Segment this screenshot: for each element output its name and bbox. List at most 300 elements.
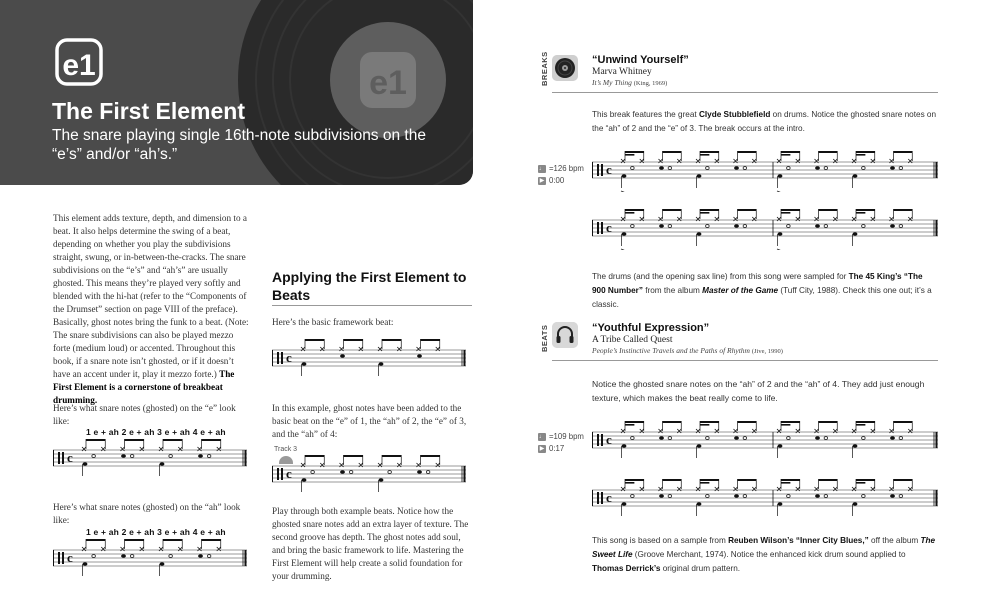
percussion-clef [597, 492, 599, 504]
hihat-note [908, 159, 912, 163]
ghost-snare-note [862, 437, 866, 440]
ghost-snare-note [743, 495, 747, 498]
ghost-snare-note [668, 437, 672, 440]
beam [344, 455, 363, 457]
hihat-note [621, 217, 625, 221]
beam [819, 421, 838, 423]
beats-tag: BEATS [540, 324, 549, 352]
hihat-note [696, 487, 700, 491]
hihat-note [659, 159, 663, 163]
song-album-1 [592, 78, 667, 87]
notation-staff-song1-line1 [592, 148, 938, 192]
snare-note [734, 224, 739, 228]
common-time-sign: c [67, 450, 73, 465]
notation-staff-song1-line2 [592, 206, 938, 250]
beam [663, 479, 682, 481]
hihat-note [815, 159, 819, 163]
play-icon[interactable]: ▶ [539, 177, 545, 184]
hihat-note [796, 217, 800, 221]
ghost-snare-note [706, 437, 710, 440]
hihat-note [715, 159, 719, 163]
beam [163, 439, 182, 441]
kick-note [302, 362, 307, 366]
hihat-note [796, 487, 800, 491]
beam [163, 539, 182, 541]
ghost-snare-note [899, 495, 903, 498]
ghost-snare-note [668, 225, 672, 228]
hihat-note [777, 487, 781, 491]
ghost-snare-note [130, 555, 134, 558]
ghost-snare-note [824, 225, 828, 228]
beam [819, 151, 838, 153]
hihat-note [198, 447, 202, 451]
kick-note [379, 362, 384, 366]
beam [856, 209, 875, 211]
hihat-note [621, 159, 625, 163]
beam [125, 439, 144, 441]
notation-staff-ah [53, 536, 247, 580]
kick-note [853, 444, 858, 448]
tempo-value-2: =109 bpm [549, 432, 584, 441]
snare-note [734, 436, 739, 440]
hihat-note [715, 487, 719, 491]
hihat-note [82, 547, 86, 551]
hihat-note [340, 463, 344, 467]
hihat-note [320, 463, 324, 467]
hihat-note [871, 217, 875, 221]
kick-note [622, 232, 627, 236]
hihat-note [908, 217, 912, 221]
beam [856, 479, 875, 481]
beam [700, 479, 719, 481]
hihat-note [178, 447, 182, 451]
accent-mark [621, 249, 625, 250]
beam [700, 151, 719, 153]
kick-note [853, 174, 858, 178]
ghost-snare-note [743, 225, 747, 228]
snare-note [659, 224, 664, 228]
ghost-snare-note [631, 225, 635, 228]
beam [86, 539, 105, 541]
hihat-note [301, 463, 305, 467]
song-description-2: Notice the ghosted snare notes on the “ah” of 2 and the “ah” of 4. They add just enough texture, which makes the beat really come to life. [592, 379, 925, 403]
snare-note [340, 470, 345, 474]
beam [202, 439, 221, 441]
hihat-note [871, 487, 875, 491]
hihat-note [852, 487, 856, 491]
track-label: Track 3 [274, 446, 298, 453]
hihat-note [178, 547, 182, 551]
album-name-1: It’s My Thing [592, 78, 632, 87]
snare-note [815, 494, 820, 498]
playback-1[interactable] [538, 176, 564, 185]
ghost-snare-note [862, 495, 866, 498]
percussion-clef [597, 164, 599, 176]
snare-note [659, 494, 664, 498]
hihat-note [734, 429, 738, 433]
hihat-note [340, 347, 344, 351]
hihat-note [696, 217, 700, 221]
song-description-1: This break features the great Clyde Stubblefield on drums. Notice the ghosted snare notes on the “ah” of 2 and the “e” of 3. The break occurs at the intro. [592, 110, 937, 133]
beam [625, 479, 644, 481]
kick-note [83, 462, 88, 466]
ghost-snare-note [743, 437, 747, 440]
ghost-snare-note [899, 167, 903, 170]
beam [781, 421, 800, 423]
kick-note [778, 444, 783, 448]
snare-note [659, 166, 664, 170]
common-time-sign: c [606, 490, 612, 505]
hihat-note [871, 159, 875, 163]
ghost-snare-note [787, 495, 791, 498]
snare-note [198, 554, 203, 558]
ghost-snare-note [787, 437, 791, 440]
ghost-snare-note [706, 495, 710, 498]
hihat-note [659, 217, 663, 221]
hihat-note [640, 159, 644, 163]
hihat-note [852, 217, 856, 221]
hihat-note [777, 217, 781, 221]
hihat-note [890, 159, 894, 163]
song-title-1: “Unwind Yourself” [592, 54, 689, 66]
e-notes-caption: Here’s what snare notes (ghosted) on the “e” look like: [53, 403, 236, 426]
kick-note [622, 174, 627, 178]
hihat-note [101, 447, 105, 451]
snare-note [734, 166, 739, 170]
beam [819, 209, 838, 211]
metronome-icon: ♩ [539, 165, 545, 172]
hihat-note [734, 159, 738, 163]
tempo-value-1: =126 bpm [549, 164, 584, 173]
snare-note [417, 354, 422, 358]
song-divider-1 [552, 92, 938, 93]
hihat-note [159, 547, 163, 551]
notation-staff-example [272, 452, 466, 496]
common-time-sign: c [286, 350, 292, 365]
kick-note [778, 174, 783, 178]
song-title-2: “Youthful Expression” [592, 322, 710, 334]
snare-note [734, 494, 739, 498]
common-time-sign: c [286, 466, 292, 481]
hihat-note [677, 159, 681, 163]
accent-mark [621, 191, 625, 192]
hihat-note [890, 429, 894, 433]
snare-note [121, 454, 126, 458]
page-subtitle: The snare playing single 16th-note subdivisions on the “e’s” and/or “ah’s.” [52, 127, 426, 163]
percussion-clef [277, 468, 279, 480]
time-value-2: 0:17 [549, 444, 565, 453]
kick-note [778, 232, 783, 236]
ghost-snare-note [706, 167, 710, 170]
beam [894, 421, 913, 423]
beam [421, 339, 440, 341]
percussion-clef [58, 452, 60, 464]
hihat-note [677, 487, 681, 491]
hihat-note [301, 347, 305, 351]
hihat-note [378, 347, 382, 351]
ghost-snare-note [706, 225, 710, 228]
hihat-note [833, 217, 837, 221]
hihat-note [82, 447, 86, 451]
ghost-snare-note [349, 471, 353, 474]
ghost-snare-note [631, 437, 635, 440]
closing-paragraph: Play through both example beats. Notice how the ghosted snare notes add an extra layer of texture. The second groove has depth. The ghost notes add soul, and bring the basic framework to life. Mastering the First Element will help create a solid foundation for your drumming. [272, 506, 469, 581]
beam [856, 151, 875, 153]
ghost-snare-note [169, 455, 173, 458]
ghost-snare-note [862, 225, 866, 228]
hihat-note [659, 487, 663, 491]
hihat-note [121, 547, 125, 551]
framework-caption: Here’s the basic framework beat: [272, 317, 394, 327]
snare-note [121, 554, 126, 558]
hihat-note [677, 429, 681, 433]
beam [202, 539, 221, 541]
kick-note [379, 478, 384, 482]
accent-mark [777, 249, 781, 250]
song-artist-2: A Tribe Called Quest [592, 335, 673, 345]
playback-2[interactable] [538, 444, 564, 453]
hihat-note [640, 487, 644, 491]
ghost-snare-note [899, 225, 903, 228]
hihat-note [696, 159, 700, 163]
play-icon[interactable]: ▶ [539, 445, 545, 452]
song-artist-1: Marva Whitney [592, 67, 652, 77]
snare-note [815, 436, 820, 440]
ah-notes-caption: Here’s what snare notes (ghosted) on the “ah” look like: [53, 502, 241, 525]
beam [305, 339, 324, 341]
metronome-icon: ♩ [539, 433, 545, 440]
percussion-clef [597, 434, 599, 446]
svg-text:e1: e1 [369, 64, 407, 102]
hihat-note [159, 447, 163, 451]
hihat-note [217, 447, 221, 451]
snare-note [340, 354, 345, 358]
hihat-note [101, 547, 105, 551]
hihat-note [436, 347, 440, 351]
kick-note [697, 444, 702, 448]
headphones-icon [552, 322, 578, 348]
hihat-note [734, 487, 738, 491]
ghost-snare-note [426, 471, 430, 474]
hihat-note [833, 487, 837, 491]
beam [421, 455, 440, 457]
kick-note [302, 478, 307, 482]
section-divider [272, 305, 472, 306]
hihat-note [777, 429, 781, 433]
count-ah: 1 e + ah 2 e + ah 3 e + ah 4 e + ah [86, 527, 226, 537]
common-time-sign: c [67, 550, 73, 565]
hihat-note [715, 429, 719, 433]
ghost-snare-note [631, 167, 635, 170]
song-footer-1: The drums (and the opening sax line) from this song were sampled for The 45 King’s “The 900 Number” from the album Master of the Game (Tuff City, 1988). Check this one out; it’s a classic. [592, 272, 932, 309]
ghost-snare-note [862, 167, 866, 170]
song-footer-2: This song is based on a sample from Reuben Wilson’s “Inner City Blues,” off the album The Sweet Life (Groove Merchant, 1974). Notice the enhanced kick drum sound applied to Thomas Derrick’s original drum pattern. [592, 536, 936, 573]
beam [86, 439, 105, 441]
hihat-note [397, 347, 401, 351]
beam [738, 151, 757, 153]
hihat-note [417, 463, 421, 467]
kick-note [160, 562, 165, 566]
ghost-snare-note [668, 495, 672, 498]
hihat-note [777, 159, 781, 163]
common-time-sign: c [606, 162, 612, 177]
snare-note [890, 494, 895, 498]
beam [894, 479, 913, 481]
snare-note [815, 224, 820, 228]
beam [781, 209, 800, 211]
beam [305, 455, 324, 457]
logo-text: e1 [62, 49, 96, 82]
album-info-1: (King, 1969) [633, 80, 668, 87]
snare-note [890, 166, 895, 170]
breaks-tag: BREAKS [540, 51, 549, 86]
hihat-note [320, 347, 324, 351]
beam [625, 421, 644, 423]
percussion-clef [597, 222, 599, 234]
ghost-snare-note [311, 471, 315, 474]
hihat-note [198, 547, 202, 551]
beam [894, 209, 913, 211]
hihat-note [640, 217, 644, 221]
hihat-note [621, 487, 625, 491]
hihat-note [796, 429, 800, 433]
ghost-snare-note [130, 455, 134, 458]
chapter-header [0, 0, 473, 185]
beam [382, 339, 401, 341]
beam [625, 209, 644, 211]
beam [625, 151, 644, 153]
ghost-snare-note [207, 555, 211, 558]
hihat-note [397, 463, 401, 467]
hihat-note [890, 217, 894, 221]
beam [663, 209, 682, 211]
kick-note [697, 502, 702, 506]
ghost-snare-note [824, 437, 828, 440]
kick-note [160, 462, 165, 466]
hihat-note [908, 487, 912, 491]
kick-note [697, 174, 702, 178]
ghost-snare-note [787, 225, 791, 228]
kick-note [697, 232, 702, 236]
beam [781, 479, 800, 481]
hihat-note [815, 217, 819, 221]
hihat-note [852, 159, 856, 163]
hihat-note [659, 429, 663, 433]
hihat-note [417, 347, 421, 351]
intro-paragraph [53, 212, 249, 407]
ghost-snare-note [787, 167, 791, 170]
notation-staff-song2-line1 [592, 418, 938, 462]
ghost-snare-note [743, 167, 747, 170]
hihat-note [677, 217, 681, 221]
hihat-note [871, 429, 875, 433]
song-divider-2 [552, 360, 938, 361]
vinyl-record-icon [552, 55, 578, 81]
hihat-note [752, 429, 756, 433]
beam [738, 421, 757, 423]
hihat-note [140, 447, 144, 451]
hihat-note [815, 487, 819, 491]
page-title: The First Element [52, 98, 245, 124]
kick-note [622, 502, 627, 506]
ghost-snare-note [207, 455, 211, 458]
ghost-snare-note [631, 495, 635, 498]
tempo-1 [538, 164, 584, 173]
snare-note [417, 470, 422, 474]
hihat-note [217, 547, 221, 551]
notation-staff-framework [272, 336, 466, 380]
album-name-2: People’s Instinctive Travels and the Paths of Rhythm [592, 346, 750, 355]
hihat-note [734, 217, 738, 221]
hihat-note [852, 429, 856, 433]
hihat-note [796, 159, 800, 163]
hihat-note [752, 487, 756, 491]
album-info-2: (Jive, 1990) [751, 348, 783, 355]
ghost-snare-note [824, 167, 828, 170]
kick-note [853, 502, 858, 506]
hihat-note [833, 159, 837, 163]
beam [382, 455, 401, 457]
intro-text: This element adds texture, depth, and dimension to a beat. It also helps determine the swing of a beat, depending on whether you play the subdivisions straight, swung, or in-between-the-cracks. The snare subdivisions on the “e’s” and “ah’s” are usually ghosted. This means they’re played very softly and blended with the hi-hat (refer to the “Components of the Drumset” section on page VIII of the preface). Basically, ghost notes bring the funk to a beat. (Note: The snare subdivisions can also be played mezzo forte (medium loud) or accented. Throughout this book, if a snare note isn’t ghosted, or if it doesn’t have an accent under it, play it mezzo forte.) [53, 213, 249, 379]
beam [781, 151, 800, 153]
percussion-clef [58, 552, 60, 564]
snare-note [815, 166, 820, 170]
hihat-note [640, 429, 644, 433]
ghost-snare-note [92, 555, 96, 558]
song-album-2 [592, 346, 783, 355]
hihat-note [121, 447, 125, 451]
hihat-note [715, 217, 719, 221]
count-e: 1 e + ah 2 e + ah 3 e + ah 4 e + ah [86, 427, 226, 437]
hihat-note [696, 429, 700, 433]
common-time-sign: c [606, 220, 612, 235]
ghost-snare-note [388, 471, 392, 474]
hihat-note [378, 463, 382, 467]
snare-note [198, 454, 203, 458]
beam [819, 479, 838, 481]
snare-note [890, 224, 895, 228]
hihat-note [908, 429, 912, 433]
ghost-snare-note [169, 555, 173, 558]
beam [344, 339, 363, 341]
accent-mark [777, 191, 781, 192]
ghost-snare-note [824, 495, 828, 498]
chapter-logo [55, 38, 103, 86]
beam [663, 151, 682, 153]
hihat-note [833, 429, 837, 433]
ghost-snare-note [92, 455, 96, 458]
hihat-note [621, 429, 625, 433]
time-value-1: 0:00 [549, 176, 565, 185]
kick-note [622, 444, 627, 448]
hihat-note [359, 347, 363, 351]
beam [738, 479, 757, 481]
snare-note [890, 436, 895, 440]
beam [738, 209, 757, 211]
beam [894, 151, 913, 153]
hihat-note [752, 217, 756, 221]
kick-note [83, 562, 88, 566]
snare-note [659, 436, 664, 440]
notation-staff-song2-line2 [592, 476, 938, 520]
beam [700, 421, 719, 423]
notation-staff-e [53, 436, 247, 480]
kick-note [853, 232, 858, 236]
hihat-note [815, 429, 819, 433]
ghost-snare-note [668, 167, 672, 170]
hihat-note [436, 463, 440, 467]
ghost-snare-note [899, 437, 903, 440]
